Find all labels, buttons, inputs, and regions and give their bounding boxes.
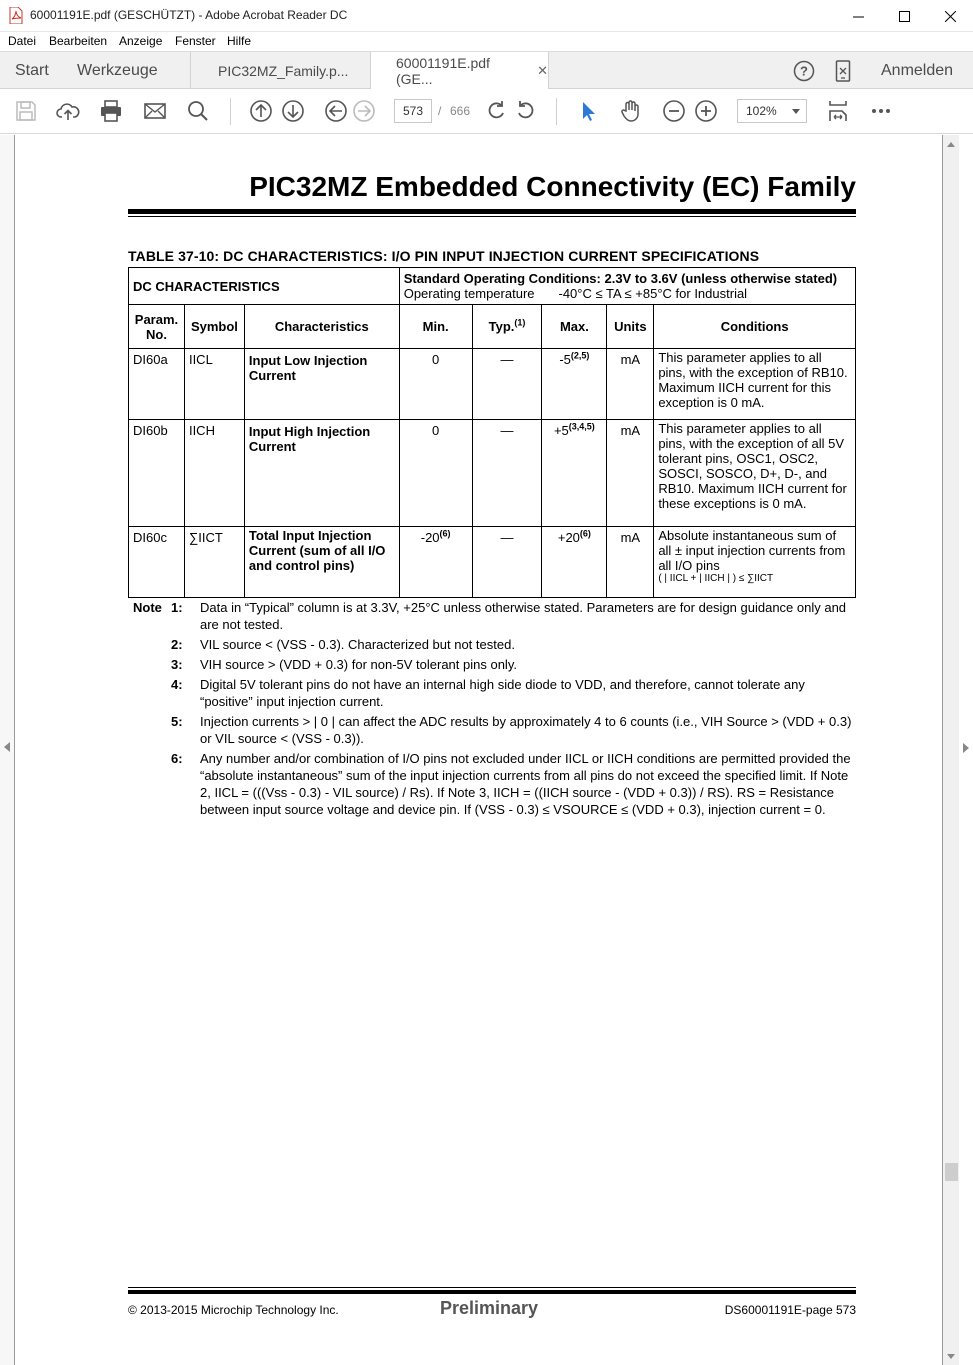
column-header-typ-note: (1) — [514, 317, 526, 328]
more-options-icon — [869, 99, 893, 123]
menu-edit[interactable]: Bearbeiten — [49, 34, 108, 48]
maximize-icon — [899, 11, 910, 22]
zoom-out-button[interactable] — [662, 99, 686, 123]
title-rule — [128, 209, 856, 214]
print-button[interactable] — [99, 99, 123, 123]
upload-cloud-button[interactable] — [56, 99, 80, 123]
page-number-input[interactable]: 573 — [394, 99, 432, 123]
fit-page-icon — [826, 99, 850, 123]
right-panel-toggle[interactable] — [959, 135, 973, 1365]
email-button[interactable] — [143, 99, 167, 123]
save-icon — [14, 99, 38, 123]
min-value: 0 — [432, 423, 440, 438]
menu-help[interactable]: Hilfe — [227, 34, 252, 48]
conditions-formula: ( | IICL + | IICH | ) ≤ ∑IICT — [658, 573, 774, 584]
note-number: 6: — [171, 751, 183, 766]
tab-start[interactable]: Start — [15, 61, 49, 79]
minimize-icon — [853, 11, 864, 22]
menu-file[interactable]: Datei — [8, 34, 37, 48]
footer-rule — [128, 1287, 856, 1288]
zoom-level-select[interactable] — [737, 99, 807, 123]
menu-window[interactable]: Fenster — [175, 34, 216, 48]
column-header-typ-label: Typ. — [488, 319, 515, 334]
note-item — [133, 656, 858, 673]
param-cell: DI60a — [129, 349, 185, 420]
rotate-counterclockwise-button[interactable] — [513, 99, 537, 123]
operating-temperature-label: Operating temperature — [403, 286, 535, 301]
mobile-link-button[interactable] — [835, 52, 851, 89]
back-view-button[interactable] — [324, 99, 348, 123]
maximize-button[interactable] — [881, 0, 927, 32]
help-button[interactable] — [793, 52, 815, 89]
pdf-page — [16, 135, 942, 1365]
tab-document-2-label: 60001191E.pdf (GE... — [396, 55, 490, 87]
column-header-param: Param. No. — [129, 305, 185, 349]
toolbar-separator — [230, 98, 231, 125]
menu-view[interactable]: Anzeige — [119, 34, 163, 48]
tab-document-1-label: PIC32MZ_Family.p... — [218, 62, 349, 79]
menu-bar — [0, 32, 973, 52]
document-viewport[interactable] — [0, 135, 973, 1365]
tab-tools[interactable]: Werkzeuge — [77, 61, 158, 79]
chevron-down-icon — [792, 109, 800, 114]
typ-cell: — — [472, 420, 542, 527]
page-fit-button[interactable] — [826, 99, 850, 123]
table-row — [129, 420, 856, 527]
dc-characteristics-header: DC CHARACTERISTICS — [129, 268, 400, 305]
conditions-cell: This parameter applies to all pins, with the exception of RB10. Maximum IICH current for this exception is 0 mA. — [654, 349, 856, 420]
note-item — [133, 750, 858, 818]
note-text: Injection currents > | 0 | can affect the ADC results by approximately 4 to 6 counts (i.e., VIH Source > (VDD + 0.3) or VIL source < (VSS - 0.3)). — [200, 714, 852, 746]
arrow-left-circle-icon — [324, 99, 348, 123]
rotate-counterclockwise-icon — [513, 99, 537, 123]
svg-text:?: ? — [800, 63, 808, 78]
arrow-down-circle-icon — [281, 99, 305, 123]
table-header-row — [129, 268, 856, 305]
zoom-level-value: 102% — [746, 104, 777, 118]
rotate-clockwise-button[interactable] — [485, 99, 509, 123]
footer-rule-thick — [128, 1290, 856, 1294]
min-cell — [399, 420, 472, 527]
operating-temperature-range: -40°C ≤ TA ≤ +85°C for Industrial — [558, 286, 748, 301]
search-icon — [186, 99, 210, 123]
close-icon — [945, 11, 956, 22]
max-cell — [542, 420, 607, 527]
max-note: (6) — [579, 528, 591, 539]
min-value: 0 — [432, 352, 440, 367]
note-item — [133, 599, 858, 633]
hand-icon — [619, 99, 643, 123]
characteristic-cell: Total Input Injection Current (sum of all I/O and control pins) — [244, 527, 399, 598]
column-header-characteristics: Characteristics — [244, 305, 399, 349]
rotate-clockwise-icon — [485, 99, 509, 123]
note-text: Data in “Typical” column is at 3.3V, +25°C unless otherwise stated. Parameters are for design guidance only and are not tested. — [200, 600, 847, 632]
typ-cell: — — [472, 527, 542, 598]
symbol-cell: ∑IICT — [184, 527, 244, 598]
vertical-scrollbar[interactable] — [942, 135, 959, 1365]
previous-page-button[interactable] — [249, 99, 273, 123]
typ-cell: — — [472, 349, 542, 420]
operating-conditions-line2 — [404, 286, 851, 301]
param-cell: DI60b — [129, 420, 185, 527]
title-bar — [0, 0, 973, 32]
column-header-min: Min. — [399, 305, 472, 349]
zoom-in-icon — [694, 99, 718, 123]
column-header-max: Max. — [542, 305, 607, 349]
close-window-button[interactable] — [927, 0, 973, 32]
conditions-cell — [654, 527, 856, 598]
toolbar-separator — [556, 98, 557, 125]
page-separator: / — [438, 104, 442, 118]
note-number: 4: — [171, 677, 183, 692]
tab-bar — [0, 52, 973, 89]
operating-conditions-line1: Standard Operating Conditions: 2.3V to 3.6V (unless otherwise stated) — [403, 271, 838, 286]
left-panel-toggle[interactable] — [0, 135, 15, 1365]
document-title: PIC32MZ Embedded Connectivity (EC) Family — [249, 171, 856, 202]
chevron-left-icon — [4, 742, 10, 752]
min-cell — [399, 349, 472, 420]
table-row — [129, 527, 856, 598]
column-header-units: Units — [607, 305, 654, 349]
note-label: Note — [133, 600, 162, 615]
characteristic-cell: Input Low Injection Current — [244, 349, 399, 420]
conditions-cell: This parameter applies to all pins, with the exception of all 5V tolerant pins, OSC1, OSC2, SOSCI, SOSCO, D+, D-, and RB10. Maximum IICH current for these exceptions is 0 mA. — [654, 420, 856, 527]
max-note: (3,4,5) — [568, 421, 595, 432]
mobile-device-icon — [835, 60, 851, 82]
pdf-file-icon — [9, 7, 23, 24]
table-column-header-row — [129, 305, 856, 349]
dc-characteristics-table — [128, 267, 856, 598]
scroll-up-icon[interactable] — [947, 142, 955, 147]
column-header-typ — [472, 305, 542, 349]
search-button[interactable] — [186, 99, 210, 123]
sign-in-button[interactable]: Anmelden — [881, 61, 954, 79]
note-text: VIL source < (VSS - 0.3). Characterized but not tested. — [200, 637, 515, 652]
max-note: (2,5) — [570, 350, 590, 361]
table-row — [129, 349, 856, 420]
max-cell — [542, 349, 607, 420]
footer-page-ref: DS60001191E-page 573 — [724, 1303, 856, 1317]
window-title: 60001191E.pdf (GESCHÜTZT) - Adobe Acrobat Reader DC — [30, 8, 348, 22]
max-value: +20 — [557, 530, 580, 545]
select-tool-button[interactable] — [576, 99, 600, 123]
min-value: -20 — [420, 530, 440, 545]
minimize-button[interactable] — [835, 0, 881, 32]
tab-document-2[interactable] — [370, 52, 549, 90]
note-number: 1: — [171, 600, 183, 615]
zoom-out-icon — [662, 99, 686, 123]
printer-icon — [99, 99, 123, 123]
min-note: (6) — [439, 528, 451, 539]
units-cell: mA — [607, 527, 654, 598]
hand-tool-button[interactable] — [619, 99, 643, 123]
column-header-conditions: Conditions — [654, 305, 856, 349]
table-caption: TABLE 37-10: DC CHARACTERISTICS: I/O PIN INPUT INJECTION CURRENT SPECIFICATIONS — [128, 248, 760, 264]
next-page-button[interactable] — [281, 99, 305, 123]
min-cell — [399, 527, 472, 598]
max-value: -5 — [559, 352, 571, 367]
footer-status: Preliminary — [440, 1298, 539, 1318]
zoom-in-button[interactable] — [694, 99, 718, 123]
forward-view-button[interactable] — [352, 99, 376, 123]
more-tools-button[interactable] — [869, 99, 893, 123]
operating-conditions-cell — [399, 268, 855, 305]
title-rule-thin — [128, 216, 856, 217]
close-tab-icon[interactable]: ✕ — [537, 63, 548, 78]
envelope-icon — [143, 99, 167, 123]
chevron-right-icon — [963, 743, 969, 753]
symbol-cell: IICH — [184, 420, 244, 527]
max-cell — [542, 527, 607, 598]
note-text: Digital 5V tolerant pins do not have an internal high side diode to VDD, and therefore, cannot tolerate any “positive” input injection current. — [200, 677, 805, 709]
note-text: Any number and/or combination of I/O pins not excluded under IICL or IICH conditions are permitted provided the “absolute instantaneous” sum of the input injection currents from all pins do not exceed the specified limit. If Note 2, IICL = (((Vss - 0.3) - VIL source) / Rs). If Note 3, IICH = ((IICH source - (VDD + 0.3)) / RS). RS = Resistance between input source voltage and device pin. If (VSS - 0.3) ≤ VSOURCE ≤ (VDD + 0.3), injection current = 0. — [200, 751, 851, 817]
scroll-thumb[interactable] — [945, 1163, 958, 1181]
save-button[interactable] — [14, 99, 38, 123]
symbol-cell: IICL — [184, 349, 244, 420]
characteristic-cell: Input High Injection Current — [244, 420, 399, 527]
help-icon — [793, 60, 815, 82]
note-text: VIH source > (VDD + 0.3) for non-5V tolerant pins only. — [200, 657, 517, 672]
toolbar — [0, 89, 973, 134]
column-header-symbol: Symbol — [184, 305, 244, 349]
arrow-right-circle-icon — [352, 99, 376, 123]
cursor-arrow-icon — [576, 99, 600, 123]
tab-document-1[interactable] — [190, 52, 370, 89]
note-number: 2: — [171, 637, 183, 652]
arrow-up-circle-icon — [249, 99, 273, 123]
units-cell: mA — [607, 420, 654, 527]
cloud-upload-icon — [56, 99, 80, 123]
note-item — [133, 713, 858, 747]
note-number: 3: — [171, 657, 183, 672]
note-number: 5: — [171, 714, 183, 729]
conditions-text: Absolute instantaneous sum of all ± input injection currents from all I/O pins — [658, 528, 846, 573]
note-item — [133, 636, 858, 653]
scroll-down-icon[interactable] — [947, 1354, 955, 1359]
units-cell: mA — [607, 349, 654, 420]
param-cell: DI60c — [129, 527, 185, 598]
footer-copyright: © 2013-2015 Microchip Technology Inc. — [128, 1303, 339, 1317]
page-total: 666 — [450, 104, 471, 118]
table-notes — [133, 599, 858, 821]
max-value: +5 — [553, 423, 569, 438]
note-item — [133, 676, 858, 710]
